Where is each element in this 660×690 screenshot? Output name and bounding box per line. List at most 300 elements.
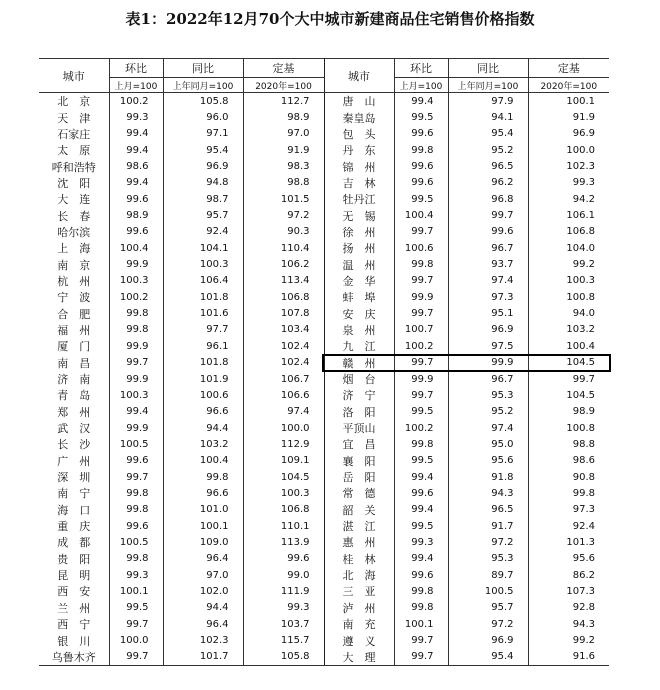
yoy-value: 96.4 xyxy=(163,551,243,567)
city-name: 赣 州 xyxy=(324,355,394,371)
base-value: 102.3 xyxy=(566,161,595,173)
yoy-value: 95.4 xyxy=(448,649,528,666)
city-name: 韶 关 xyxy=(324,502,394,518)
base-value: 99.2 xyxy=(572,259,595,271)
mom-value: 100.6 xyxy=(394,240,448,256)
mom-value: 99.7 xyxy=(394,273,448,289)
yoy-value: 95.0 xyxy=(448,436,528,452)
city-name: 呼和浩特 xyxy=(39,158,109,174)
mom-value: 99.4 xyxy=(394,502,448,518)
table-row xyxy=(39,453,609,469)
mom-value: 99.5 xyxy=(394,518,448,534)
city-name: 无 锡 xyxy=(324,207,394,223)
base-value: 106.1 xyxy=(566,210,595,222)
city-name: 武 汉 xyxy=(39,420,109,436)
mom-value: 99.7 xyxy=(109,616,163,632)
table-header xyxy=(39,59,609,93)
base-value: 103.7 xyxy=(243,616,324,632)
mom-value: 99.4 xyxy=(109,126,163,142)
city-name: 北 京 xyxy=(39,93,109,110)
mom-value: 99.8 xyxy=(394,142,448,158)
mom-value: 100.2 xyxy=(394,420,448,436)
city-name: 三 亚 xyxy=(324,583,394,599)
yoy-value: 97.0 xyxy=(163,567,243,583)
price-index-table xyxy=(39,58,609,666)
base-value: 112.9 xyxy=(243,436,324,452)
mom-value: 99.8 xyxy=(394,583,448,599)
yoy-value: 96.4 xyxy=(163,616,243,632)
yoy-value: 95.7 xyxy=(448,600,528,616)
yoy-value: 101.8 xyxy=(163,355,243,371)
city-name: 上 海 xyxy=(39,240,109,256)
city-name: 安 庆 xyxy=(324,305,394,321)
yoy-value: 95.3 xyxy=(448,387,528,403)
base-value: 100.4 xyxy=(566,340,595,352)
base-value: 112.7 xyxy=(243,93,324,110)
mom-value: 99.7 xyxy=(109,649,163,666)
mom-value: 100.0 xyxy=(109,632,163,648)
base-value: 103.4 xyxy=(243,322,324,338)
mom-value: 99.5 xyxy=(394,453,448,469)
table-row xyxy=(39,583,609,599)
city-name: 烟 台 xyxy=(324,371,394,387)
mom-value: 99.5 xyxy=(109,600,163,616)
mom-value: 99.7 xyxy=(109,355,163,371)
city-name: 青 岛 xyxy=(39,387,109,403)
city-name: 惠 州 xyxy=(324,534,394,550)
mom-value: 99.7 xyxy=(394,305,448,321)
base-value: 115.7 xyxy=(243,632,324,648)
table-row xyxy=(39,224,609,240)
table-row xyxy=(39,551,609,567)
base-value: 106.2 xyxy=(243,256,324,272)
city-name: 长 沙 xyxy=(39,436,109,452)
mom-value: 99.7 xyxy=(394,649,448,666)
city-name: 成 都 xyxy=(39,534,109,550)
city-name: 杭 州 xyxy=(39,273,109,289)
table-row xyxy=(39,109,609,125)
base-value: 98.9 xyxy=(243,109,324,125)
base-value: 99.6 xyxy=(243,551,324,567)
city-name: 常 德 xyxy=(324,485,394,501)
yoy-value: 100.6 xyxy=(163,387,243,403)
base-value: 101.5 xyxy=(243,191,324,207)
yoy-value: 109.0 xyxy=(163,534,243,550)
mom-value: 99.5 xyxy=(394,404,448,420)
city-name: 唐 山 xyxy=(324,93,394,110)
table-row xyxy=(39,289,609,305)
base-value: 105.8 xyxy=(243,649,324,666)
city-name: 丹 东 xyxy=(324,142,394,158)
yoy-value: 96.8 xyxy=(448,191,528,207)
yoy-value: 95.2 xyxy=(448,142,528,158)
base-value: 104.5 xyxy=(566,357,595,369)
yoy-value: 94.1 xyxy=(448,109,528,125)
city-name: 秦皇岛 xyxy=(324,109,394,125)
city-name: 深 圳 xyxy=(39,469,109,485)
city-name: 宜 昌 xyxy=(324,436,394,452)
yoy-value: 101.8 xyxy=(163,289,243,305)
base-value: 91.9 xyxy=(572,112,595,124)
mom-value: 99.6 xyxy=(394,175,448,191)
yoy-value: 97.4 xyxy=(448,420,528,436)
base-value: 106.8 xyxy=(566,226,595,238)
table-row xyxy=(39,240,609,256)
city-name: 泉 州 xyxy=(324,322,394,338)
mom-value: 100.5 xyxy=(109,436,163,452)
yoy-value: 97.4 xyxy=(448,273,528,289)
base-value: 97.0 xyxy=(243,126,324,142)
yoy-value: 91.8 xyxy=(448,469,528,485)
mom-value: 98.6 xyxy=(109,158,163,174)
header-base-left: 定基 xyxy=(243,59,324,78)
mom-value: 99.7 xyxy=(394,224,448,240)
base-value: 100.1 xyxy=(566,95,595,107)
mom-value: 99.4 xyxy=(394,469,448,485)
yoy-value: 94.3 xyxy=(448,485,528,501)
mom-value: 100.2 xyxy=(109,289,163,305)
base-value: 101.3 xyxy=(566,536,595,548)
city-name: 大 理 xyxy=(324,649,394,666)
city-name: 岳 阳 xyxy=(324,469,394,485)
yoy-value: 96.5 xyxy=(448,502,528,518)
base-value: 103.2 xyxy=(566,324,595,336)
mom-value: 99.9 xyxy=(394,371,448,387)
city-name: 大 连 xyxy=(39,191,109,207)
base-value: 90.8 xyxy=(572,471,595,483)
yoy-value: 96.6 xyxy=(163,485,243,501)
yoy-value: 106.4 xyxy=(163,273,243,289)
table-row xyxy=(39,632,609,648)
table-row xyxy=(39,485,609,501)
base-value: 97.4 xyxy=(243,404,324,420)
mom-value: 99.6 xyxy=(394,567,448,583)
mom-value: 99.9 xyxy=(109,371,163,387)
mom-value: 100.2 xyxy=(394,338,448,354)
base-value: 110.4 xyxy=(243,240,324,256)
city-name: 福 州 xyxy=(39,322,109,338)
mom-value: 99.8 xyxy=(109,485,163,501)
city-name: 济 宁 xyxy=(324,387,394,403)
table-row xyxy=(39,355,609,371)
base-value: 92.4 xyxy=(572,520,595,532)
mom-value: 99.4 xyxy=(394,551,448,567)
subheader-mom-right: 上月=100 xyxy=(394,78,448,93)
city-name: 厦 门 xyxy=(39,338,109,354)
yoy-value: 96.5 xyxy=(448,158,528,174)
mom-value: 99.7 xyxy=(109,469,163,485)
city-name: 昆 明 xyxy=(39,567,109,583)
base-value: 95.6 xyxy=(572,553,595,565)
mom-value: 99.3 xyxy=(109,567,163,583)
mom-value: 99.8 xyxy=(109,305,163,321)
city-name: 湛 江 xyxy=(324,518,394,534)
yoy-value: 97.2 xyxy=(448,616,528,632)
table-row xyxy=(39,436,609,452)
table-row xyxy=(39,616,609,632)
subheader-base-right: 2020年=100 xyxy=(528,78,609,93)
mom-value: 99.8 xyxy=(109,502,163,518)
table-row xyxy=(39,420,609,436)
mom-value: 98.9 xyxy=(109,207,163,223)
city-name: 宁 波 xyxy=(39,289,109,305)
yoy-value: 97.9 xyxy=(448,93,528,110)
table-row xyxy=(39,191,609,207)
base-value: 91.9 xyxy=(243,142,324,158)
table-row xyxy=(39,600,609,616)
mom-value: 99.6 xyxy=(109,224,163,240)
mom-value: 100.4 xyxy=(394,207,448,223)
yoy-value: 100.3 xyxy=(163,256,243,272)
table-row xyxy=(39,404,609,420)
yoy-value: 97.7 xyxy=(163,322,243,338)
city-name: 兰 州 xyxy=(39,600,109,616)
city-name: 平顶山 xyxy=(324,420,394,436)
table-row xyxy=(39,371,609,387)
yoy-value: 101.6 xyxy=(163,305,243,321)
yoy-value: 95.4 xyxy=(163,142,243,158)
mom-value: 99.4 xyxy=(394,93,448,110)
mom-value: 99.7 xyxy=(394,632,448,648)
city-name: 西 宁 xyxy=(39,616,109,632)
city-name: 洛 阳 xyxy=(324,404,394,420)
yoy-value: 96.9 xyxy=(448,632,528,648)
table-row xyxy=(39,256,609,272)
city-name: 哈尔滨 xyxy=(39,224,109,240)
yoy-value: 96.7 xyxy=(448,371,528,387)
mom-value: 99.4 xyxy=(109,175,163,191)
yoy-value: 95.3 xyxy=(448,551,528,567)
mom-value: 99.6 xyxy=(109,518,163,534)
city-name: 扬 州 xyxy=(324,240,394,256)
city-name: 郑 州 xyxy=(39,404,109,420)
city-name: 泸 州 xyxy=(324,600,394,616)
yoy-value: 102.3 xyxy=(163,632,243,648)
base-value: 107.8 xyxy=(243,305,324,321)
table-row xyxy=(39,534,609,550)
city-name: 牡丹江 xyxy=(324,191,394,207)
yoy-value: 95.1 xyxy=(448,305,528,321)
subheader-mom-left: 上月=100 xyxy=(109,78,163,93)
city-name: 锦 州 xyxy=(324,158,394,174)
city-name: 南 宁 xyxy=(39,485,109,501)
table-row xyxy=(39,126,609,142)
base-value: 94.0 xyxy=(572,308,595,320)
mom-value: 99.4 xyxy=(109,142,163,158)
mom-value: 99.8 xyxy=(109,322,163,338)
base-value: 110.1 xyxy=(243,518,324,534)
yoy-value: 99.9 xyxy=(448,355,528,371)
city-name: 南 充 xyxy=(324,616,394,632)
base-value: 99.8 xyxy=(572,487,595,499)
city-name: 海 口 xyxy=(39,502,109,518)
city-name: 太 原 xyxy=(39,142,109,158)
yoy-value: 98.7 xyxy=(163,191,243,207)
city-name: 温 州 xyxy=(324,256,394,272)
city-name: 乌鲁木齐 xyxy=(39,649,109,666)
city-name: 九 江 xyxy=(324,338,394,354)
mom-value: 100.3 xyxy=(109,387,163,403)
base-value: 111.9 xyxy=(243,583,324,599)
city-name: 金 华 xyxy=(324,273,394,289)
mom-value: 99.6 xyxy=(394,158,448,174)
city-name: 包 头 xyxy=(324,126,394,142)
mom-value: 99.6 xyxy=(394,126,448,142)
header-yoy-left: 同比 xyxy=(163,59,243,78)
header-mom-left: 环比 xyxy=(109,59,163,78)
table-row xyxy=(39,518,609,534)
yoy-value: 102.0 xyxy=(163,583,243,599)
base-value: 113.9 xyxy=(243,534,324,550)
city-name: 蚌 埠 xyxy=(324,289,394,305)
mom-value: 100.7 xyxy=(394,322,448,338)
base-value: 98.8 xyxy=(572,438,595,450)
subheader-base-left: 2020年=100 xyxy=(243,78,324,93)
base-value: 104.0 xyxy=(566,242,595,254)
yoy-value: 103.2 xyxy=(163,436,243,452)
table-row xyxy=(39,158,609,174)
yoy-value: 97.2 xyxy=(448,534,528,550)
base-value: 91.6 xyxy=(528,649,609,666)
base-value: 106.6 xyxy=(243,387,324,403)
table-row xyxy=(39,567,609,583)
mom-value: 99.9 xyxy=(109,256,163,272)
yoy-value: 96.7 xyxy=(448,240,528,256)
base-value: 100.8 xyxy=(566,422,595,434)
base-value: 97.2 xyxy=(243,207,324,223)
mom-value: 99.6 xyxy=(109,453,163,469)
base-value: 100.0 xyxy=(566,144,595,156)
base-value: 100.3 xyxy=(566,275,595,287)
table-row xyxy=(39,207,609,223)
base-value: 99.3 xyxy=(572,177,595,189)
yoy-value: 101.0 xyxy=(163,502,243,518)
base-value: 109.1 xyxy=(243,453,324,469)
table-row xyxy=(39,305,609,321)
yoy-value: 91.7 xyxy=(448,518,528,534)
city-name: 广 州 xyxy=(39,453,109,469)
base-value: 100.8 xyxy=(566,291,595,303)
base-value: 99.3 xyxy=(243,600,324,616)
base-value: 94.3 xyxy=(572,618,595,630)
mom-value: 100.3 xyxy=(109,273,163,289)
mom-value: 99.5 xyxy=(394,191,448,207)
yoy-value: 95.4 xyxy=(448,126,528,142)
mom-value: 99.3 xyxy=(394,534,448,550)
city-name: 吉 林 xyxy=(324,175,394,191)
yoy-value: 100.1 xyxy=(163,518,243,534)
mom-value: 99.7 xyxy=(394,355,448,371)
base-value: 98.6 xyxy=(572,455,595,467)
city-name: 石家庄 xyxy=(39,126,109,142)
yoy-value: 94.4 xyxy=(163,600,243,616)
base-value: 104.5 xyxy=(566,389,595,401)
city-name: 南 昌 xyxy=(39,355,109,371)
city-name: 南 京 xyxy=(39,256,109,272)
city-name: 天 津 xyxy=(39,109,109,125)
header-city-left: 城市 xyxy=(39,59,109,93)
base-value: 98.9 xyxy=(572,406,595,418)
mom-value: 99.5 xyxy=(394,109,448,125)
yoy-value: 97.5 xyxy=(448,338,528,354)
yoy-value: 94.4 xyxy=(163,420,243,436)
base-value: 100.0 xyxy=(243,420,324,436)
mom-value: 99.4 xyxy=(109,404,163,420)
table-row xyxy=(39,469,609,485)
base-value: 100.3 xyxy=(243,485,324,501)
mom-value: 100.1 xyxy=(109,583,163,599)
yoy-value: 99.6 xyxy=(448,224,528,240)
mom-value: 100.2 xyxy=(109,93,163,110)
base-value: 90.3 xyxy=(243,224,324,240)
mom-value: 100.4 xyxy=(109,240,163,256)
city-name: 桂 林 xyxy=(324,551,394,567)
base-value: 98.8 xyxy=(243,175,324,191)
mom-value: 99.8 xyxy=(394,436,448,452)
mom-value: 100.5 xyxy=(109,534,163,550)
table-row xyxy=(39,387,609,403)
base-value: 106.8 xyxy=(243,502,324,518)
yoy-value: 96.9 xyxy=(163,158,243,174)
base-value: 97.3 xyxy=(572,504,595,516)
base-value: 99.2 xyxy=(572,635,595,647)
table-row xyxy=(39,338,609,354)
mom-value: 99.7 xyxy=(394,387,448,403)
base-value: 113.4 xyxy=(243,273,324,289)
yoy-value: 95.6 xyxy=(448,453,528,469)
city-name: 沈 阳 xyxy=(39,175,109,191)
city-name: 重 庆 xyxy=(39,518,109,534)
yoy-value: 96.9 xyxy=(448,322,528,338)
yoy-value: 96.1 xyxy=(163,338,243,354)
header-city-right: 城市 xyxy=(324,59,394,93)
yoy-value: 95.7 xyxy=(163,207,243,223)
yoy-value: 89.7 xyxy=(448,567,528,583)
yoy-value: 95.2 xyxy=(448,404,528,420)
base-value: 94.2 xyxy=(572,193,595,205)
base-value: 106.7 xyxy=(243,371,324,387)
yoy-value: 94.8 xyxy=(163,175,243,191)
base-value: 104.5 xyxy=(243,469,324,485)
table-row xyxy=(39,322,609,338)
mom-value: 99.9 xyxy=(109,338,163,354)
mom-value: 99.8 xyxy=(109,551,163,567)
city-name: 徐 州 xyxy=(324,224,394,240)
city-name: 济 南 xyxy=(39,371,109,387)
city-name: 襄 阳 xyxy=(324,453,394,469)
table-row xyxy=(39,175,609,191)
table-title: 表1：2022年12月70个大中城市新建商品住宅销售价格指数 xyxy=(125,10,535,28)
base-value: 96.9 xyxy=(572,128,595,140)
subheader-yoy-left: 上年同月=100 xyxy=(163,78,243,93)
base-value: 99.7 xyxy=(572,373,595,385)
table-row xyxy=(39,93,609,110)
yoy-value: 96.6 xyxy=(163,404,243,420)
table-row xyxy=(39,273,609,289)
yoy-value: 97.1 xyxy=(163,126,243,142)
yoy-value: 101.9 xyxy=(163,371,243,387)
mom-value: 99.6 xyxy=(109,191,163,207)
yoy-value: 99.7 xyxy=(448,207,528,223)
yoy-value: 93.7 xyxy=(448,256,528,272)
table-row xyxy=(39,142,609,158)
subheader-yoy-right: 上年同月=100 xyxy=(448,78,528,93)
mom-value: 100.1 xyxy=(394,616,448,632)
table-row xyxy=(39,502,609,518)
yoy-value: 100.4 xyxy=(163,453,243,469)
yoy-value: 99.8 xyxy=(163,469,243,485)
table-body xyxy=(39,93,609,666)
